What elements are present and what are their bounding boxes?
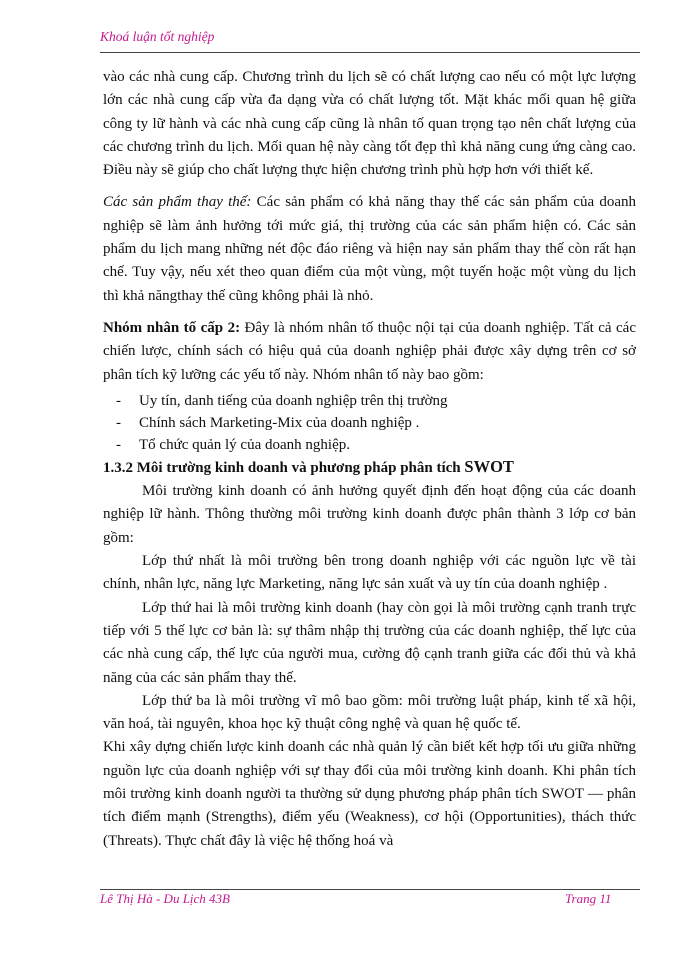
substitutes-text: Các sản phẩm có khả năng thay thế các sản phẩm của doanh nghiệp sẽ làm ảnh hưởng tới mức giá, thị trường của các sản phẩm hiện có. Các sản phẩm du lịch mang những nét độc đáo riêng và hiện nay sản phẩm thay thế còn rất hạn chế. Tuy vậy, nếu xét theo quan điểm của một vùng, một tuyến hoặc một vùng du lịch thì khả năngthay thế cũng không phải là nhỏ.: [103, 194, 636, 304]
paragraph-business-environment: Môi trường kinh doanh có ảnh hưởng quyết định đến hoạt động của các doanh nghiệp lữ hành. Thông thường môi trường kinh doanh được phân thành 3 lớp cơ bản gồm:: [103, 483, 636, 546]
paragraph-layer-one: Lớp thứ nhất là môi trường bên trong doanh nghiệp với các nguồn lực về tài chính, nhân lực, năng lực Marketing, năng lực sản xuất và uy tín của doanh nghiệp .: [103, 553, 636, 593]
section-heading-swot: SWOT: [464, 456, 514, 476]
footer-rule: [100, 889, 640, 890]
paragraph-substitutes: [103, 191, 636, 307]
document-body: [103, 66, 636, 853]
footer-author: Lê Thị Hà - Du Lịch 43B: [100, 891, 230, 906]
substitutes-lead: Các sản phẩm thay thế:: [103, 194, 252, 211]
list-item: - Chính sách Marketing-Mix của doanh nghiệp .: [103, 412, 636, 434]
list-item: - Tổ chức quản lý của doanh nghiệp.: [103, 434, 636, 456]
section-heading: [103, 455, 636, 480]
paragraph-swot: Khi xây dựng chiến lược kinh doanh các nhà quản lý cần biết kết hợp tối ưu giữa những nguồn lực của doanh nghiệp với sự thay đổi của môi trường kinh doanh. Khi phân tích môi trường kinh doanh người ta thường sử dụng phương pháp phân tích SWOT — phân tích điểm mạnh (Strengths), điểm yếu (Weakness), cơ hội (Opportunities), thách thức (Threats). Thực chất đây là việc hệ thống hoá và: [103, 739, 636, 849]
factor-group-2-lead: Nhóm nhân tố cấp 2:: [103, 319, 241, 336]
header-rule: [100, 52, 640, 53]
factor-list: [103, 390, 636, 456]
factor-group-2-text: Đây là nhóm nhân tố thuộc nội tại của doanh nghiệp. Tất cả các chiến lược, chính sách có hiệu quả của doanh nghiệp phải được xây dựng trên cơ sở phân tích kỹ lưỡng các yếu tố này. Nhóm nhân tố này bao gồm:: [103, 319, 636, 383]
section-heading-text: 1.3.2 Môi trường kinh doanh và phương pháp phân tích: [103, 459, 461, 476]
paragraph-layer-two: Lớp thứ hai là môi trường kinh doanh (hay còn gọi là môi trường cạnh tranh trực tiếp với 5 thế lực cơ bản là: sự thâm nhập thị trường của các doanh nghiệp, thế lực của các nhà cung cấp, thế lực của người mua, cường độ cạnh tranh giữa các đối thủ và khả năng của các sản phẩm thay thế.: [103, 599, 636, 686]
paragraph-factor-group-2: [103, 317, 636, 387]
header-title: Khoá luận tốt nghiệp: [100, 29, 215, 44]
list-item: - Uy tín, danh tiếng của doanh nghiệp trên thị trường: [103, 390, 636, 412]
footer-page-number: Trang 11: [565, 891, 612, 906]
paragraph-suppliers: vào các nhà cung cấp. Chương trình du lịch sẽ có chất lượng cao nếu có một lực lượng lớn các nhà cung cấp vừa đa dạng vừa có chất lượng tốt. Mặt khác mối quan hệ giữa công ty lữ hành và các nhà cung cấp cũng là nhân tố quan trọng tạo nên chất lượng của các chương trình du lịch. Mối quan hệ này càng tốt đẹp thì khả năng cung ứng càng cao. Điều này sẽ giúp cho chất lượng thực hiện chương trình phù hợp hơn với thiết kế.: [103, 69, 636, 179]
paragraph-layer-three: Lớp thứ ba là môi trường vĩ mô bao gồm: môi trường luật pháp, kinh tế xã hội, văn hoá, tài nguyên, khoa học kỹ thuật công nghệ và quan hệ quốc tế.: [103, 692, 636, 733]
